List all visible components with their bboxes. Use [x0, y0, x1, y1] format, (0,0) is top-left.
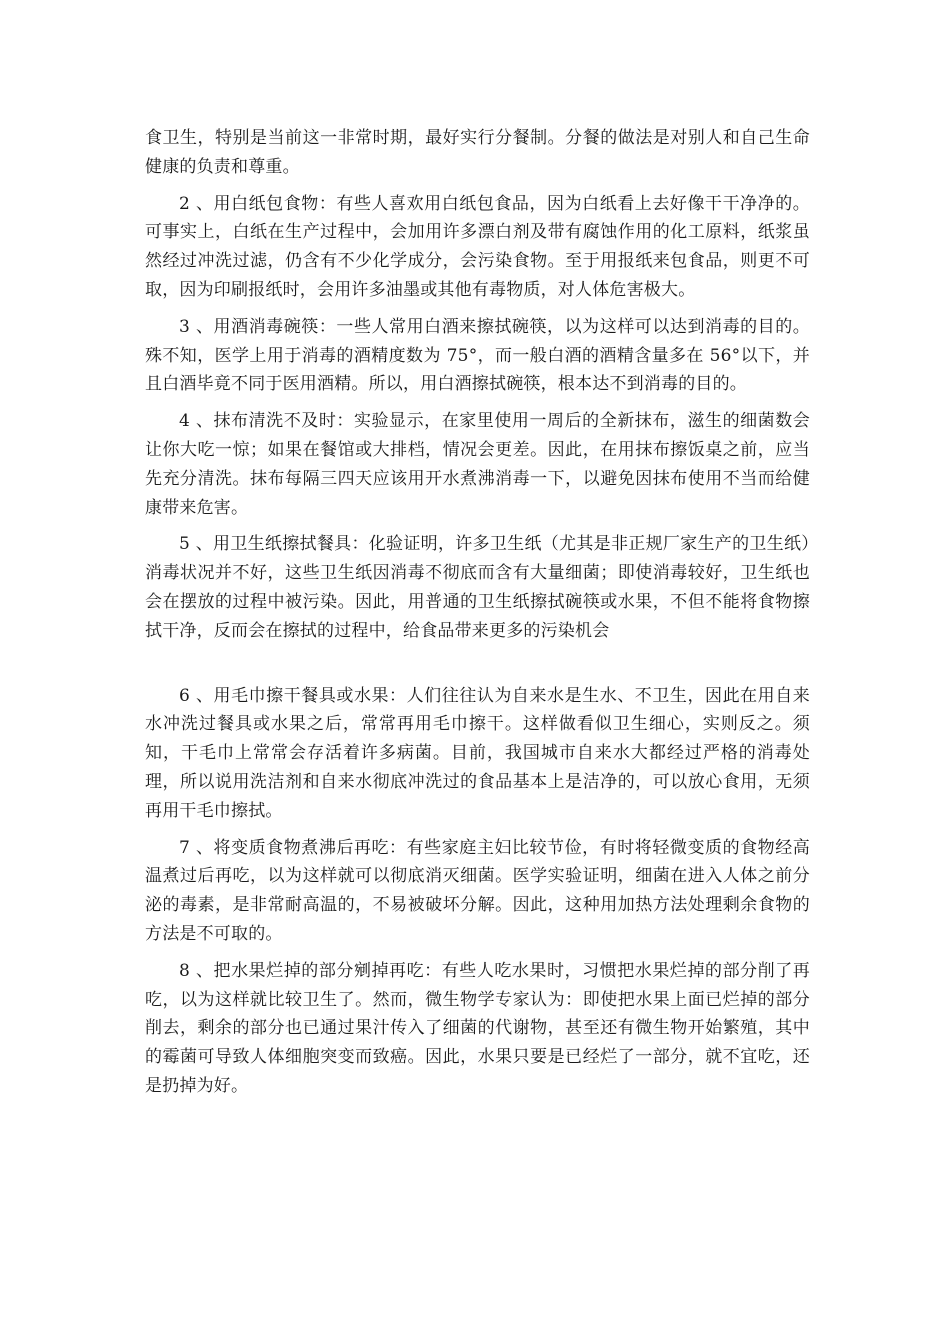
paragraph-item-8: 8 、把水果烂掉的部分剜掉再吃：有些人吃水果时，习惯把水果烂掉的部分削了再吃，以为这样就比较卫生了。然而，微生物学专家认为：即使把水果上面已烂掉的部分削去，剩余的部分也已通过果汁传入了细菌的代谢物，甚至还有微生物开始繁殖，其中的霉菌可导致人体细胞突变而致癌。因此，水果只要是已经烂了一部分，就不宜吃，还是扔掉为好。 — [145, 960, 810, 1096]
paragraph-item-5: 5 、用卫生纸擦拭餐具：化验证明，许多卫生纸（尤其是非正规厂家生产的卫生纸）消毒状况并不好，这些卫生纸因消毒不彻底而含有大量细菌；即使消毒较好，卫生纸也会在摆放的过程中被污染。因此，用普通的卫生纸擦拭碗筷或水果，不但不能将食物擦拭干净，反而会在擦拭的过程中，给食品带来更多的污染机会 — [145, 534, 810, 641]
paragraph-item-3: 3 、用酒消毒碗筷：一些人常用白酒来擦拭碗筷，以为这样可以达到消毒的目的。殊不知，医学上用于消毒的酒精度数为 75°，而一般白酒的酒精含量多在 56°以下，并且白酒毕竟不同于医用酒精。所以，用白酒擦拭碗筷，根本达不到消毒的目的。 — [145, 316, 810, 395]
paragraph-item-4: 4 、抹布清洗不及时：实验显示，在家里使用一周后的全新抹布，滋生的细菌数会让你大吃一惊；如果在餐馆或大排档，情况会更差。因此，在用抹布擦饭桌之前，应当先充分清洗。抹布每隔三四天应该用开水煮沸消毒一下，以避免因抹布使用不当而给健康带来危害。 — [145, 411, 810, 518]
paragraph-item-2: 2 、用白纸包食物：有些人喜欢用白纸包食品，因为白纸看上去好像干干净净的。可事实上，白纸在生产过程中，会加用许多漂白剂及带有腐蚀作用的化工原料，纸浆虽然经过冲洗过滤，仍含有不少化学成分，会污染食物。至于用报纸来包食品，则更不可取，因为印刷报纸时，会用许多油墨或其他有毒物质，对人体危害极大。 — [145, 193, 810, 300]
paragraph-item-7: 7 、将变质食物煮沸后再吃：有些家庭主妇比较节俭，有时将轻微变质的食物经高温煮过后再吃，以为这样就可以彻底消灭细菌。医学实验证明，细菌在进入人体之前分泌的毒素，是非常耐高温的，不易被破坏分解。因此，这种用加热方法处理剩余食物的方法是不可取的。 — [145, 837, 810, 944]
document-page — [145, 124, 810, 1109]
paragraph-continuation: 食卫生，特别是当前这一非常时期，最好实行分餐制。分餐的做法是对别人和自己生命健康的负责和尊重。 — [145, 128, 810, 177]
paragraph-item-6: 6 、用毛巾擦干餐具或水果：人们往往认为自来水是生水、不卫生，因此在用自来水冲洗过餐具或水果之后，常常再用毛巾擦干。这样做看似卫生细心，实则反之。须知，干毛巾上常常会存活着许多病菌。目前，我国城市自来水大都经过严格的消毒处理，所以说用洗洁剂和自来水彻底冲洗过的食品基本上是洁净的，可以放心食用，无须再用干毛巾擦拭。 — [145, 685, 810, 821]
